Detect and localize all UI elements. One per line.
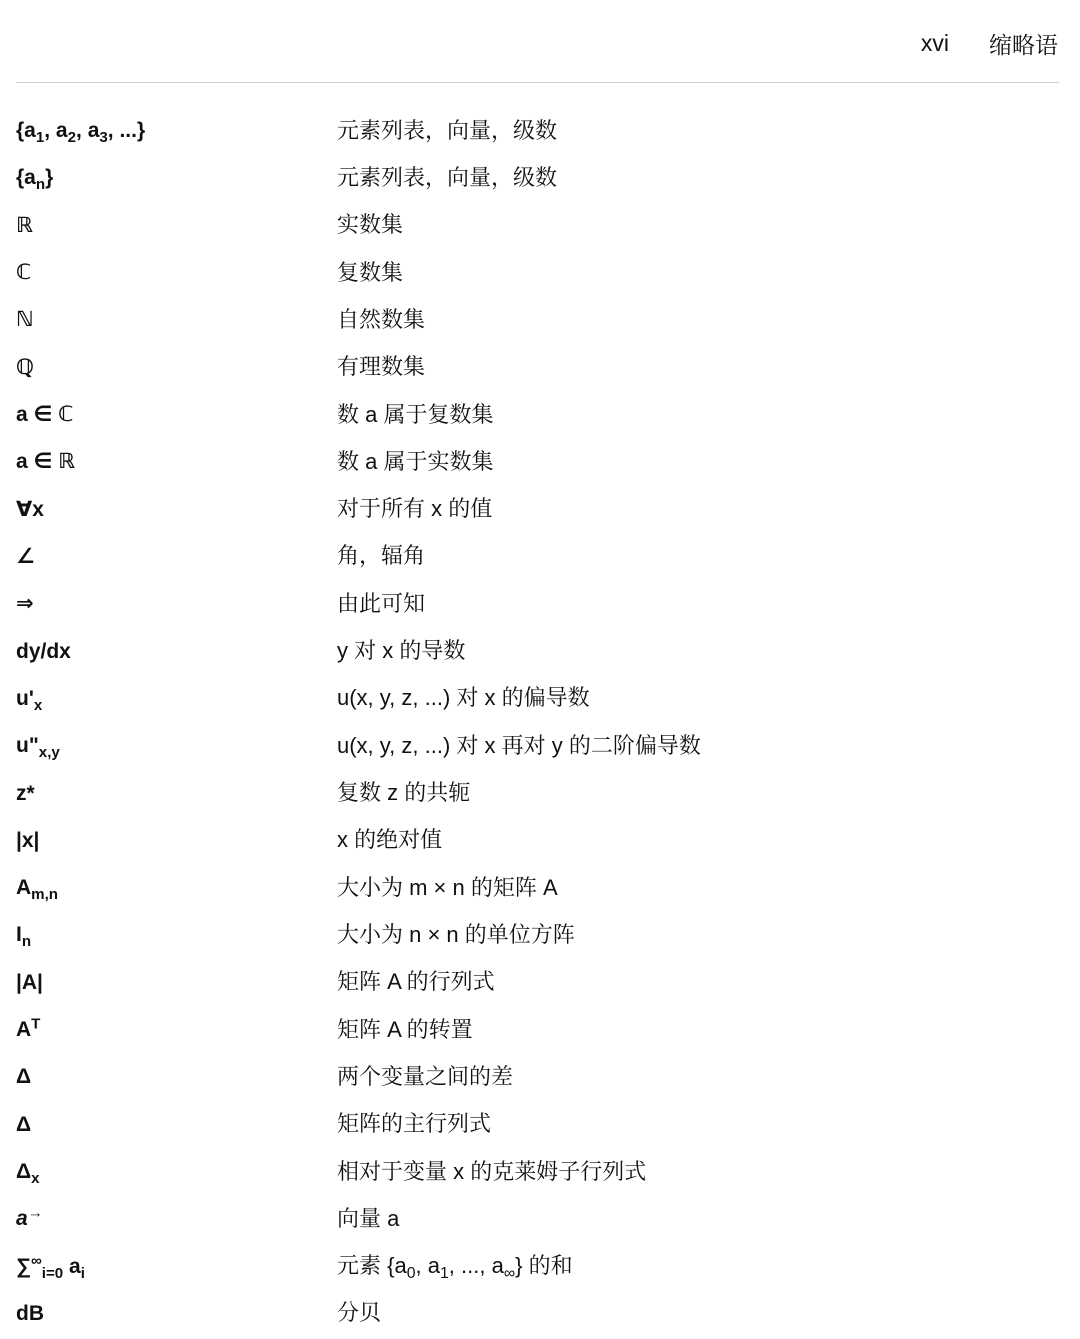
- text-run: A: [16, 1018, 32, 1042]
- subscript: i=0: [41, 1264, 64, 1282]
- text-run: {a: [16, 119, 36, 143]
- table-row: [16, 722, 1059, 769]
- text-run: 由此可知: [337, 590, 426, 616]
- subscript: x: [33, 696, 43, 714]
- subscript: x: [31, 1169, 40, 1187]
- text-run: , ..., a: [448, 1253, 504, 1279]
- abbreviation-symbol: [16, 166, 337, 194]
- text-run: z*: [16, 781, 35, 805]
- subscript: 2: [67, 128, 77, 146]
- text-run: 分贝: [337, 1300, 382, 1326]
- text-run: }: [45, 166, 54, 190]
- table-row: [16, 1290, 1059, 1337]
- abbreviation-symbol: [16, 1066, 337, 1087]
- abbreviation-description: [337, 732, 1059, 758]
- superscript: T: [31, 1015, 41, 1033]
- text-run: 角，辐角: [337, 543, 426, 569]
- abbreviation-symbol: [16, 546, 337, 567]
- abbreviation-symbol: [16, 734, 337, 762]
- text-run: 矩阵 A 的行列式: [337, 969, 495, 995]
- abbreviation-table: [16, 107, 1059, 1337]
- table-row: [16, 344, 1059, 391]
- abbreviation-description: [337, 829, 1059, 851]
- abbreviation-description: [337, 782, 1059, 804]
- table-row: [16, 296, 1059, 343]
- section-title: 缩略语: [989, 31, 1058, 58]
- text-run: 元素列表，向量，级数: [337, 164, 558, 190]
- text-run: Δ: [16, 1065, 32, 1089]
- abbreviation-description: [337, 545, 1059, 567]
- abbreviation-symbol: [16, 876, 337, 903]
- abbreviation-symbol: [16, 357, 337, 378]
- text-run: |A|: [16, 970, 43, 994]
- table-row: [16, 627, 1059, 674]
- text-run: 对于所有 x 的值: [337, 496, 493, 522]
- abbreviation-symbol: [16, 972, 337, 993]
- text-run: 自然数集: [337, 306, 426, 332]
- text-run: I: [16, 923, 22, 947]
- subscript: i: [80, 1264, 85, 1282]
- abbreviation-symbol: [16, 593, 337, 614]
- abbreviation-description: [337, 640, 1059, 662]
- abbreviation-symbol: [16, 119, 337, 146]
- abbreviation-description: [337, 590, 1059, 616]
- subscript: 0: [406, 1265, 416, 1283]
- abbreviation-symbol: [16, 1252, 337, 1282]
- text-run: u(x, y, z, ...) 对 x 再对 y 的二阶偏导数: [337, 732, 701, 758]
- table-row: [16, 769, 1059, 816]
- abbreviation-description: [337, 356, 1059, 378]
- abbreviation-description: [337, 448, 1059, 474]
- abbreviation-description: [337, 214, 1059, 236]
- abbreviation-description: [337, 401, 1059, 427]
- text-run: dB: [16, 1301, 44, 1325]
- table-row: [16, 1053, 1059, 1100]
- table-row: [16, 1101, 1059, 1148]
- subscript: x,y: [38, 744, 60, 762]
- text-run: u(x, y, z, ...) 对 x 的偏导数: [337, 685, 590, 711]
- abbreviation-description: [337, 1063, 1059, 1089]
- abbreviation-symbol: [16, 499, 337, 520]
- abbreviation-description: [337, 1113, 1059, 1135]
- text-run: y 对 x 的导数: [337, 638, 466, 664]
- table-row: [16, 580, 1059, 627]
- abbreviation-symbol: [16, 451, 337, 472]
- table-row: [16, 1148, 1059, 1195]
- text-run: u": [16, 734, 39, 758]
- subscript: ∞: [503, 1265, 516, 1283]
- abbreviation-symbol: [16, 923, 337, 951]
- table-row: [16, 817, 1059, 864]
- text-run: 大小为 m × n 的矩阵 A: [337, 874, 558, 900]
- text-run: Δ: [16, 1112, 32, 1136]
- table-row: [16, 675, 1059, 722]
- text-run: a ∈ ℂ: [16, 403, 74, 427]
- superscript: →: [27, 1204, 43, 1222]
- text-run: 元素列表，向量，级数: [337, 117, 558, 143]
- text-run: 向量 a: [337, 1205, 400, 1231]
- abbreviation-description: [337, 1253, 1059, 1283]
- abbreviation-description: [337, 687, 1059, 709]
- abbreviation-symbol: [16, 1204, 337, 1231]
- abbreviation-description: [337, 1016, 1059, 1042]
- text-run: , ...}: [107, 119, 146, 143]
- text-run: 数 a 属于复数集: [337, 401, 494, 427]
- abbreviation-description: [337, 1158, 1059, 1184]
- subscript: n: [35, 176, 46, 194]
- abbreviation-symbol: [16, 641, 337, 662]
- table-row: [16, 107, 1059, 154]
- abbreviation-description: [337, 117, 1059, 143]
- abbreviation-description: [337, 874, 1059, 900]
- abbreviation-symbol: [16, 686, 337, 714]
- abbreviation-description: [337, 306, 1059, 332]
- subscript: m,n: [31, 885, 59, 903]
- abbreviation-description: [337, 971, 1059, 993]
- subscript: n: [21, 933, 32, 951]
- abbreviation-description: [337, 164, 1059, 190]
- text-run: ℕ: [16, 308, 34, 332]
- text-run: 矩阵的主行列式: [337, 1111, 492, 1137]
- text-run: , a: [415, 1253, 440, 1279]
- abbreviation-description: [337, 1205, 1059, 1231]
- table-row: [16, 202, 1059, 249]
- text-run: ℝ: [16, 213, 33, 237]
- subscript: 1: [35, 128, 45, 146]
- text-run: ∀x: [16, 497, 44, 521]
- subscript: 1: [439, 1265, 449, 1283]
- table-row: [16, 391, 1059, 438]
- text-run: 两个变量之间的差: [337, 1063, 514, 1089]
- text-run: 数 a 属于实数集: [337, 448, 494, 474]
- text-run: a: [63, 1254, 81, 1278]
- abbreviation-symbol: [16, 404, 337, 425]
- text-run: A: [16, 876, 32, 900]
- text-run: a ∈ ℝ: [16, 450, 76, 474]
- page-number: xvi: [920, 29, 949, 56]
- abbreviation-description: [337, 1302, 1059, 1324]
- abbreviation-symbol: [16, 309, 337, 330]
- table-row: [16, 486, 1059, 533]
- table-row: [16, 154, 1059, 201]
- text-run: a: [16, 1207, 28, 1231]
- text-run: dy/dx: [16, 639, 71, 663]
- text-run: , a: [76, 119, 100, 143]
- table-row: [16, 438, 1059, 485]
- text-run: 复数集: [337, 259, 404, 285]
- abbreviation-symbol: [16, 262, 337, 283]
- text-run: |x|: [16, 828, 40, 852]
- text-run: } 的和: [515, 1253, 573, 1279]
- text-run: 相对于变量 x 的克莱姆子行列式: [337, 1158, 647, 1184]
- table-row: [16, 864, 1059, 911]
- table-row: [16, 1243, 1059, 1290]
- text-run: Δ: [16, 1160, 32, 1184]
- abbreviation-symbol: [16, 1114, 337, 1135]
- table-row: [16, 1195, 1059, 1242]
- table-row: [16, 249, 1059, 296]
- text-run: 大小为 n × n 的单位方阵: [337, 921, 575, 947]
- abbreviation-symbol: [16, 215, 337, 236]
- subscript: 3: [99, 128, 108, 146]
- text-run: {a: [16, 166, 36, 190]
- text-run: u': [16, 686, 34, 710]
- page-header: [921, 26, 1058, 60]
- abbreviation-description: [337, 921, 1059, 947]
- table-row: [16, 1006, 1059, 1053]
- text-run: x 的绝对值: [337, 827, 443, 853]
- text-run: 复数 z 的共轭: [337, 780, 471, 806]
- abbreviation-symbol: [16, 1015, 337, 1042]
- text-run: 元素 {a: [337, 1253, 407, 1279]
- table-row: [16, 959, 1059, 1006]
- abbreviation-symbol: [16, 783, 337, 804]
- abbreviation-symbol: [16, 1160, 337, 1187]
- table-row: [16, 533, 1059, 580]
- abbreviation-symbol: [16, 830, 337, 851]
- text-run: ∠: [16, 544, 35, 568]
- abbreviation-description: [337, 498, 1059, 520]
- text-run: ∑: [16, 1254, 31, 1278]
- text-run: 有理数集: [337, 354, 426, 380]
- header-divider: [16, 82, 1059, 83]
- abbreviation-symbol: [16, 1303, 337, 1324]
- table-row: [16, 911, 1059, 958]
- superscript: ∞: [30, 1252, 42, 1270]
- abbreviation-description: [337, 259, 1059, 285]
- text-run: ⇒: [16, 592, 34, 616]
- text-run: 矩阵 A 的转置: [337, 1016, 473, 1042]
- text-run: ℂ: [16, 261, 32, 285]
- text-run: ℚ: [16, 355, 34, 379]
- text-run: 实数集: [337, 212, 404, 238]
- text-run: , a: [44, 119, 68, 143]
